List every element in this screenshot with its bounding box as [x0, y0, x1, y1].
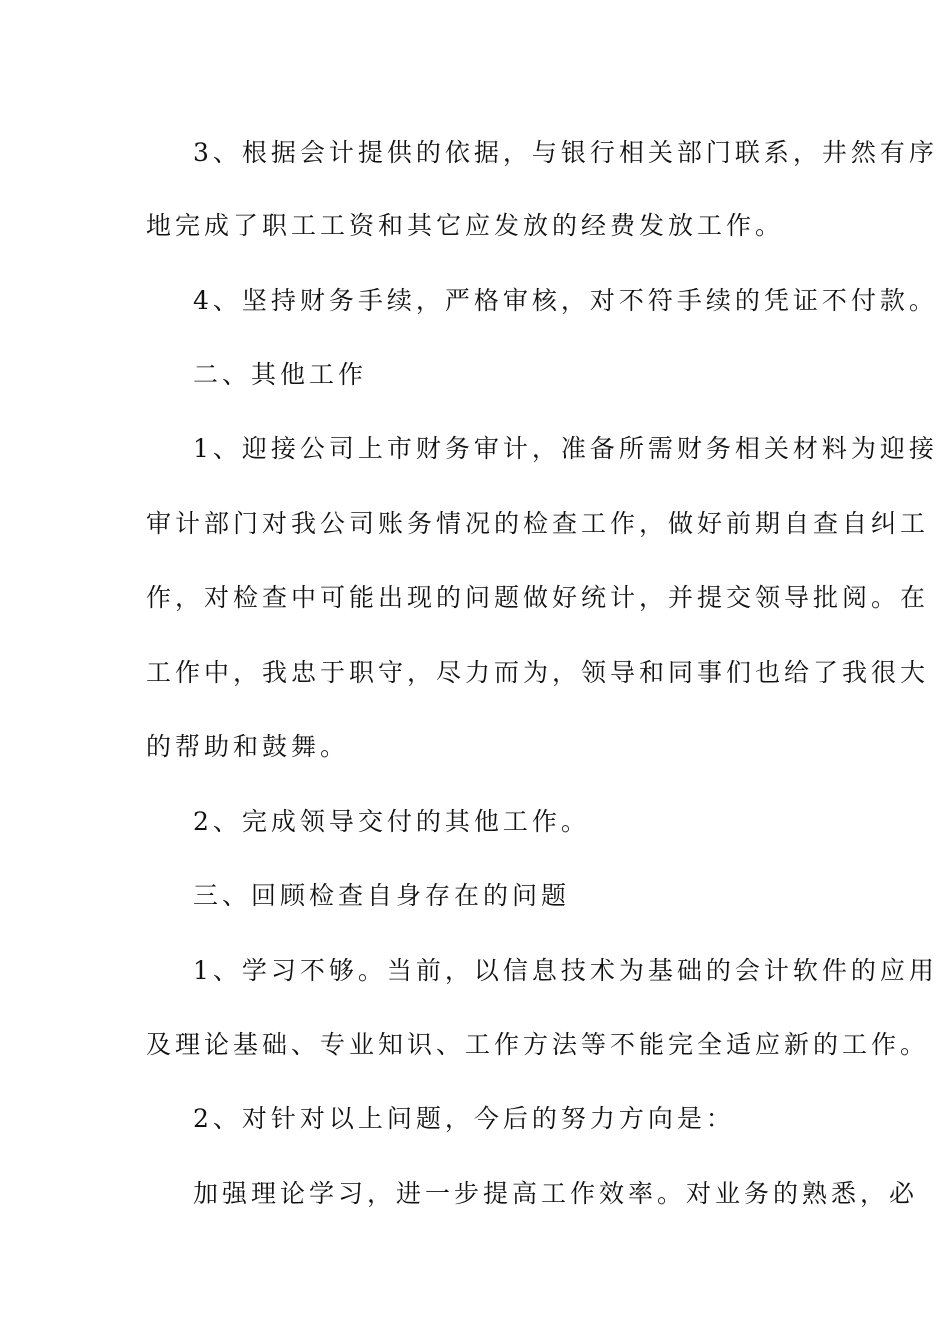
paragraph-line: 作，对检查中可能出现的问题做好统计，并提交领导批阅。在 [146, 583, 930, 612]
section-heading: 二、其他工作 [193, 360, 368, 389]
paragraph-line: 2、完成领导交付的其他工作。 [193, 807, 590, 836]
paragraph-line: 工作中，我忠于职守，尽力而为，领导和同事们也给了我很大 [146, 658, 930, 687]
paragraph-line: 的帮助和鼓舞。 [146, 732, 350, 761]
section-heading: 三、回顾检查自身存在的问题 [193, 881, 571, 910]
paragraph-line: 地完成了职工工资和其它应发放的经费发放工作。 [146, 211, 785, 240]
paragraph-line: 4、坚持财务手续，严格审核，对不符手续的凭证不付款。 [193, 286, 938, 315]
paragraph-line: 1、学习不够。当前，以信息技术为基础的会计软件的应用 [193, 956, 938, 985]
paragraph-line: 1、迎接公司上市财务审计，准备所需财务相关材料为迎接 [193, 434, 938, 463]
paragraph-line: 加强理论学习，进一步提高工作效率。对业务的熟悉，必 [193, 1179, 919, 1208]
paragraph-line: 及理论基础、专业知识、工作方法等不能完全适应新的工作。 [146, 1030, 930, 1059]
paragraph-line: 审计部门对我公司账务情况的检查工作，做好前期自查自纠工 [146, 509, 930, 538]
paragraph-line: 3、根据会计提供的依据，与银行相关部门联系，井然有序 [193, 138, 938, 167]
paragraph-line: 2、对针对以上问题，今后的努力方向是： [193, 1104, 735, 1133]
